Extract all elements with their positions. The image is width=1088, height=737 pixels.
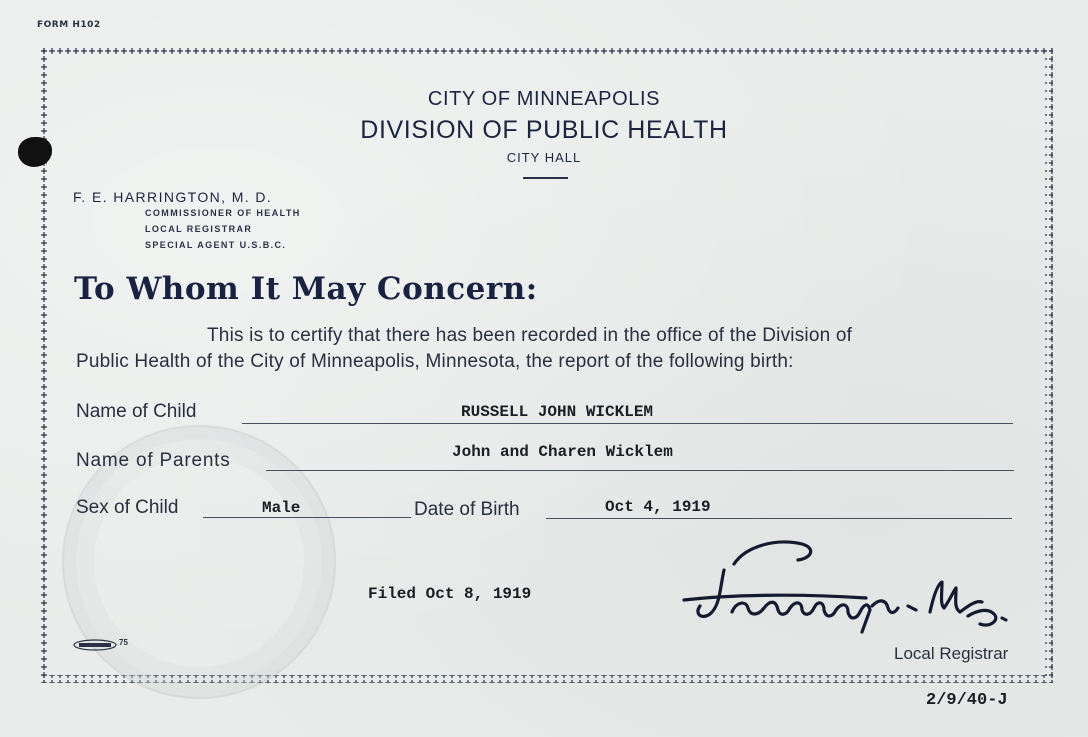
parents-name-line [266, 470, 1014, 471]
registrar-signature [676, 528, 1016, 640]
dob-line [546, 518, 1012, 519]
union-label-number: 75 [119, 638, 128, 647]
sex-value: Male [262, 499, 301, 517]
form-code: FORM H102 [37, 20, 101, 30]
division-title: DIVISION OF PUBLIC HEALTH [360, 116, 728, 144]
city-title: CITY OF MINNEAPOLIS [427, 88, 661, 110]
dob-value: Oct 4, 1919 [605, 498, 711, 516]
dob-label: Date of Birth [414, 499, 520, 520]
sex-line [203, 517, 411, 518]
salutation: To Whom It May Concern: [74, 271, 538, 307]
filed-date: Filed Oct 8, 1919 [368, 585, 532, 603]
official-title: COMMISSIONER OF HEALTH [145, 208, 301, 218]
union-label-mark [73, 638, 133, 652]
reference-code: 2/9/40-J [926, 691, 1008, 710]
child-name-value: RUSSELL JOHN WICKLEM [461, 403, 654, 421]
sex-label: Sex of Child [76, 497, 179, 518]
official-title: SPECIAL AGENT U.S.B.C. [145, 240, 287, 250]
child-name-line [242, 423, 1013, 424]
certify-text-line-1: This is to certify that there has been recorded in the office of the Division of [207, 325, 853, 346]
official-title: LOCAL REGISTRAR [145, 224, 253, 234]
local-registrar-label: Local Registrar [894, 644, 1009, 663]
parents-name-value: John and Charen Wicklem [452, 443, 673, 461]
certify-text-line-2: Public Health of the City of Minneapolis, Minnesota, the report of the following birth: [76, 351, 794, 372]
official-name: F. E. HARRINGTON, M. D. [73, 189, 273, 205]
child-name-label: Name of Child [76, 401, 197, 422]
title-rule [523, 177, 568, 179]
parents-name-label: Name of Parents [76, 450, 231, 471]
city-hall-label: CITY HALL [506, 150, 582, 165]
